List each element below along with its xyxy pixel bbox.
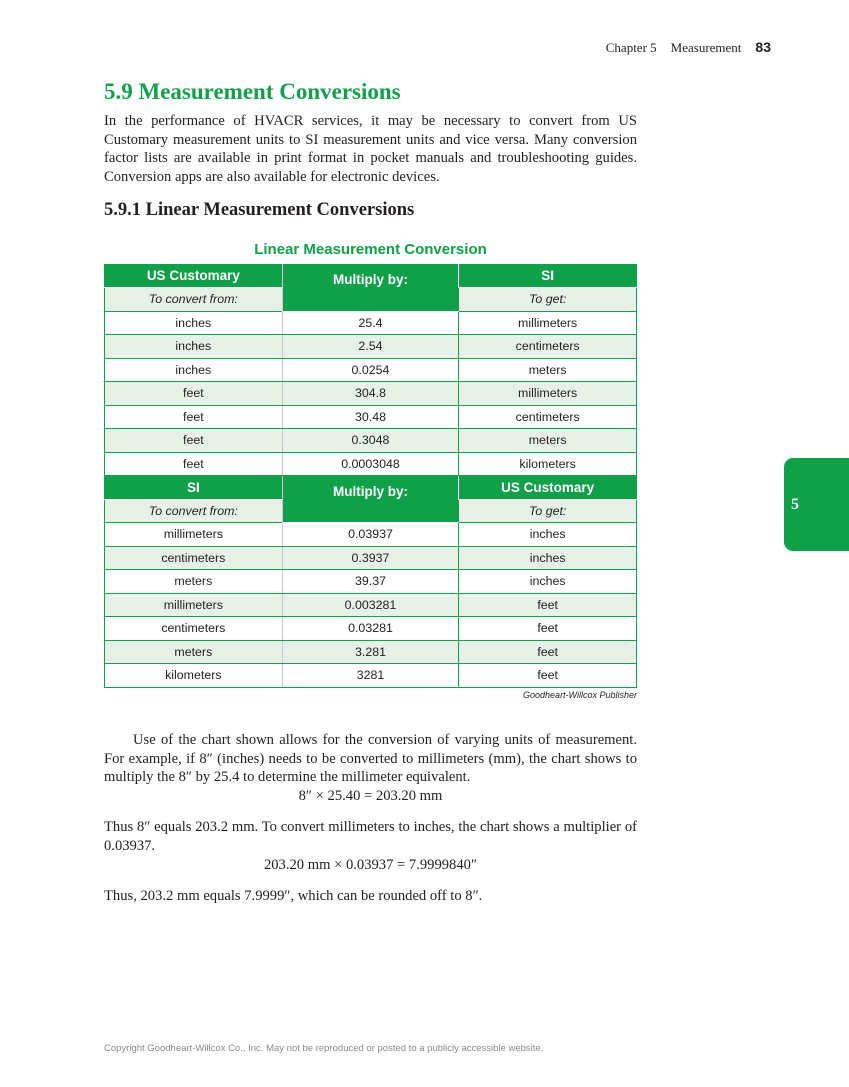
- equation-mm: 8″ × 25.40 = 203.20 mm: [298, 788, 443, 804]
- table-cell-to-unit: millimeters: [459, 311, 637, 335]
- result-paragraph: Thus, 203.2 mm equals 7.9999″, which can be rounded off to 8″.: [104, 888, 483, 904]
- table-header-multiply: Multiply by:: [282, 476, 459, 523]
- table-cell-multiplier: 0.0254: [282, 358, 459, 382]
- page-number: 83: [755, 39, 771, 55]
- table-row: [105, 335, 637, 359]
- table-cell-multiplier: 0.0003048: [282, 452, 459, 476]
- table-cell-multiplier: 304.8: [282, 382, 459, 406]
- table-row: [105, 452, 637, 476]
- chapter-tab[interactable]: [784, 458, 849, 551]
- example-paragraph: Use of the chart shown allows for the conversion of varying units of measurement. For example, if 8″ (inches) needs to be converted to millimeters (mm), the chart shows to multiply the 8″ by 25.4 to determine the millimeter equivalent.: [104, 732, 637, 785]
- table-cell-from-unit: millimeters: [105, 593, 283, 617]
- table-cell-from-unit: meters: [105, 640, 283, 664]
- table-to-label: To get:: [459, 499, 637, 523]
- table-cell-to-unit: feet: [459, 664, 637, 688]
- table-row: [105, 664, 637, 688]
- table-row: [105, 358, 637, 382]
- table-cell-to-unit: kilometers: [459, 452, 637, 476]
- table-header-to: SI: [459, 264, 637, 288]
- table-cell-multiplier: 30.48: [282, 405, 459, 429]
- running-head: [606, 39, 771, 56]
- equation-inches: 203.20 mm × 0.03937 = 7.9999840″: [263, 857, 478, 873]
- table-header-from: SI: [105, 476, 283, 500]
- table-cell-multiplier: 3.281: [282, 640, 459, 664]
- table-cell-to-unit: centimeters: [459, 335, 637, 359]
- table-row: [105, 640, 637, 664]
- table-from-label: To convert from:: [105, 288, 283, 312]
- table-cell-multiplier: 3281: [282, 664, 459, 688]
- conversion-table: [104, 264, 637, 688]
- table-cell-multiplier: 25.4: [282, 311, 459, 335]
- table-cell-multiplier: 0.003281: [282, 593, 459, 617]
- table-cell-multiplier: 0.03937: [282, 523, 459, 547]
- table-row: [105, 311, 637, 335]
- table-credit: Goodheart-Willcox Publisher: [523, 690, 637, 700]
- table-from-label: To convert from:: [105, 499, 283, 523]
- section-title: 5.9 Measurement Conversions: [104, 79, 401, 104]
- table-header-multiply: Multiply by:: [282, 264, 459, 311]
- table-cell-to-unit: centimeters: [459, 405, 637, 429]
- table-cell-from-unit: inches: [105, 335, 283, 359]
- table-cell-from-unit: feet: [105, 382, 283, 406]
- table-cell-to-unit: inches: [459, 570, 637, 594]
- table-cell-multiplier: 0.3048: [282, 429, 459, 453]
- table-cell-from-unit: meters: [105, 570, 283, 594]
- table-row: [105, 523, 637, 547]
- table-row: [105, 570, 637, 594]
- table-cell-from-unit: inches: [105, 358, 283, 382]
- table-cell-from-unit: inches: [105, 311, 283, 335]
- table-cell-from-unit: centimeters: [105, 546, 283, 570]
- table-cell-multiplier: 39.37: [282, 570, 459, 594]
- table-header-row: [105, 476, 637, 500]
- table-cell-to-unit: inches: [459, 523, 637, 547]
- table-cell-multiplier: 2.54: [282, 335, 459, 359]
- table-cell-to-unit: meters: [459, 358, 637, 382]
- table-cell-to-unit: feet: [459, 593, 637, 617]
- table-header-row: [105, 264, 637, 288]
- table-title: Linear Measurement Conversion: [254, 241, 487, 258]
- table-row: [105, 593, 637, 617]
- intro-paragraph: In the performance of HVACR services, it may be necessary to convert from US Customary measurement units to SI measurement units and vice versa. Many conversion factor lists are available in print format in pocket manuals and troubleshooting guides. Conversion apps are also available for electronic devices.: [104, 113, 637, 185]
- subsection-title: 5.9.1 Linear Measurement Conversions: [104, 200, 415, 220]
- section-label: Measurement: [670, 40, 742, 55]
- table-row: [105, 382, 637, 406]
- table-cell-to-unit: meters: [459, 429, 637, 453]
- table-cell-from-unit: feet: [105, 429, 283, 453]
- table-row: [105, 546, 637, 570]
- table-row: [105, 617, 637, 641]
- table-cell-from-unit: centimeters: [105, 617, 283, 641]
- conversion-paragraph: Thus 8″ equals 203.2 mm. To convert millimeters to inches, the chart shows a multiplier of 0.03937.: [104, 819, 637, 854]
- table-cell-from-unit: feet: [105, 405, 283, 429]
- chapter-label: Chapter 5: [605, 40, 657, 55]
- table-cell-from-unit: feet: [105, 452, 283, 476]
- table-cell-to-unit: millimeters: [459, 382, 637, 406]
- table-row: [105, 405, 637, 429]
- table-cell-to-unit: feet: [459, 617, 637, 641]
- table-cell-from-unit: kilometers: [105, 664, 283, 688]
- table-row: [105, 429, 637, 453]
- table-to-label: To get:: [459, 288, 637, 312]
- table-cell-multiplier: 0.03281: [282, 617, 459, 641]
- chapter-tab-number: 5: [791, 496, 799, 513]
- table-header-from: US Customary: [105, 264, 283, 288]
- table-cell-to-unit: feet: [459, 640, 637, 664]
- table-cell-from-unit: millimeters: [105, 523, 283, 547]
- table-cell-multiplier: 0.3937: [282, 546, 459, 570]
- table-header-to: US Customary: [459, 476, 637, 500]
- copyright-footer: Copyright Goodheart-Willcox Co., Inc. May not be reproduced or posted to a publicly accessible website.: [104, 1043, 544, 1054]
- table-cell-to-unit: inches: [459, 546, 637, 570]
